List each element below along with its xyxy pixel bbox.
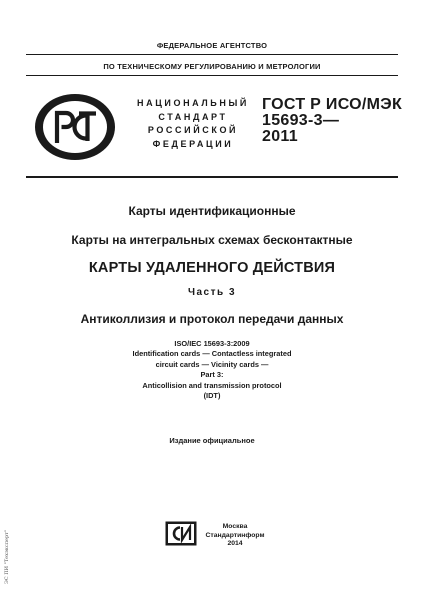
agency-line-2: ПО ТЕХНИЧЕСКОМУ РЕГУЛИРОВАНИЮ И МЕТРОЛОГИИ [103, 62, 321, 71]
standartinform-logo-icon [165, 521, 197, 546]
title-line-4: Антиколлизия и протокол передачи данных [80, 312, 344, 326]
publisher-info [199, 523, 271, 549]
national-standard-line-1: НАЦИОНАЛЬНЫЙ [137, 98, 249, 108]
standard-designation [262, 97, 402, 145]
publisher-logo [165, 521, 197, 546]
english-line-5: Anticollision and transmission protocol [142, 380, 282, 390]
national-standard-line-3: РОССИЙСКОЙ [147, 125, 239, 135]
agency-line-1: ФЕДЕРАЛЬНОЕ АГЕНТСТВО [156, 41, 268, 50]
publisher-year: 2014 [227, 540, 243, 548]
national-standard-line-2: СТАНДАРТ [158, 111, 228, 122]
designation-line-3: 2011 [262, 128, 298, 145]
english-title-block [0, 339, 424, 401]
title-part: Часть 3 [187, 287, 237, 298]
english-line-4: Part 3: [200, 370, 224, 380]
header-divider-bottom [26, 176, 398, 178]
header-divider-top [26, 54, 398, 55]
designation-line-2: 15693-3— [262, 112, 340, 129]
title-main: КАРТЫ УДАЛЕННОГО ДЕЙСТВИЯ [88, 260, 336, 276]
gost-r-logo-icon [34, 93, 116, 161]
side-watermark-note: ЭС ПИ "Техэксперт" [4, 529, 10, 584]
national-standard-line-4: ФЕДЕРАЦИИ [152, 138, 234, 149]
publisher-name: Стандартинформ [205, 531, 265, 539]
english-line-6: (IDT) [203, 391, 221, 401]
english-line-3: circuit cards — Vicinity cards — [155, 359, 269, 369]
publisher-city: Москва [222, 523, 248, 530]
header-divider-middle [26, 75, 398, 76]
designation-line-1: ГОСТ Р ИСО/МЭК [262, 96, 403, 113]
national-standard-label [133, 97, 253, 151]
english-line-2: Identification cards — Contactless integrated [132, 349, 292, 359]
english-line-1: ISO/IEC 15693-3:2009 [174, 339, 250, 348]
title-line-1: Карты идентификационные [128, 204, 296, 218]
edition-label: Издание официальное [169, 436, 255, 445]
title-line-2: Карты на интегральных схемах бесконтактные [71, 233, 353, 247]
gost-r-logo [34, 93, 116, 161]
